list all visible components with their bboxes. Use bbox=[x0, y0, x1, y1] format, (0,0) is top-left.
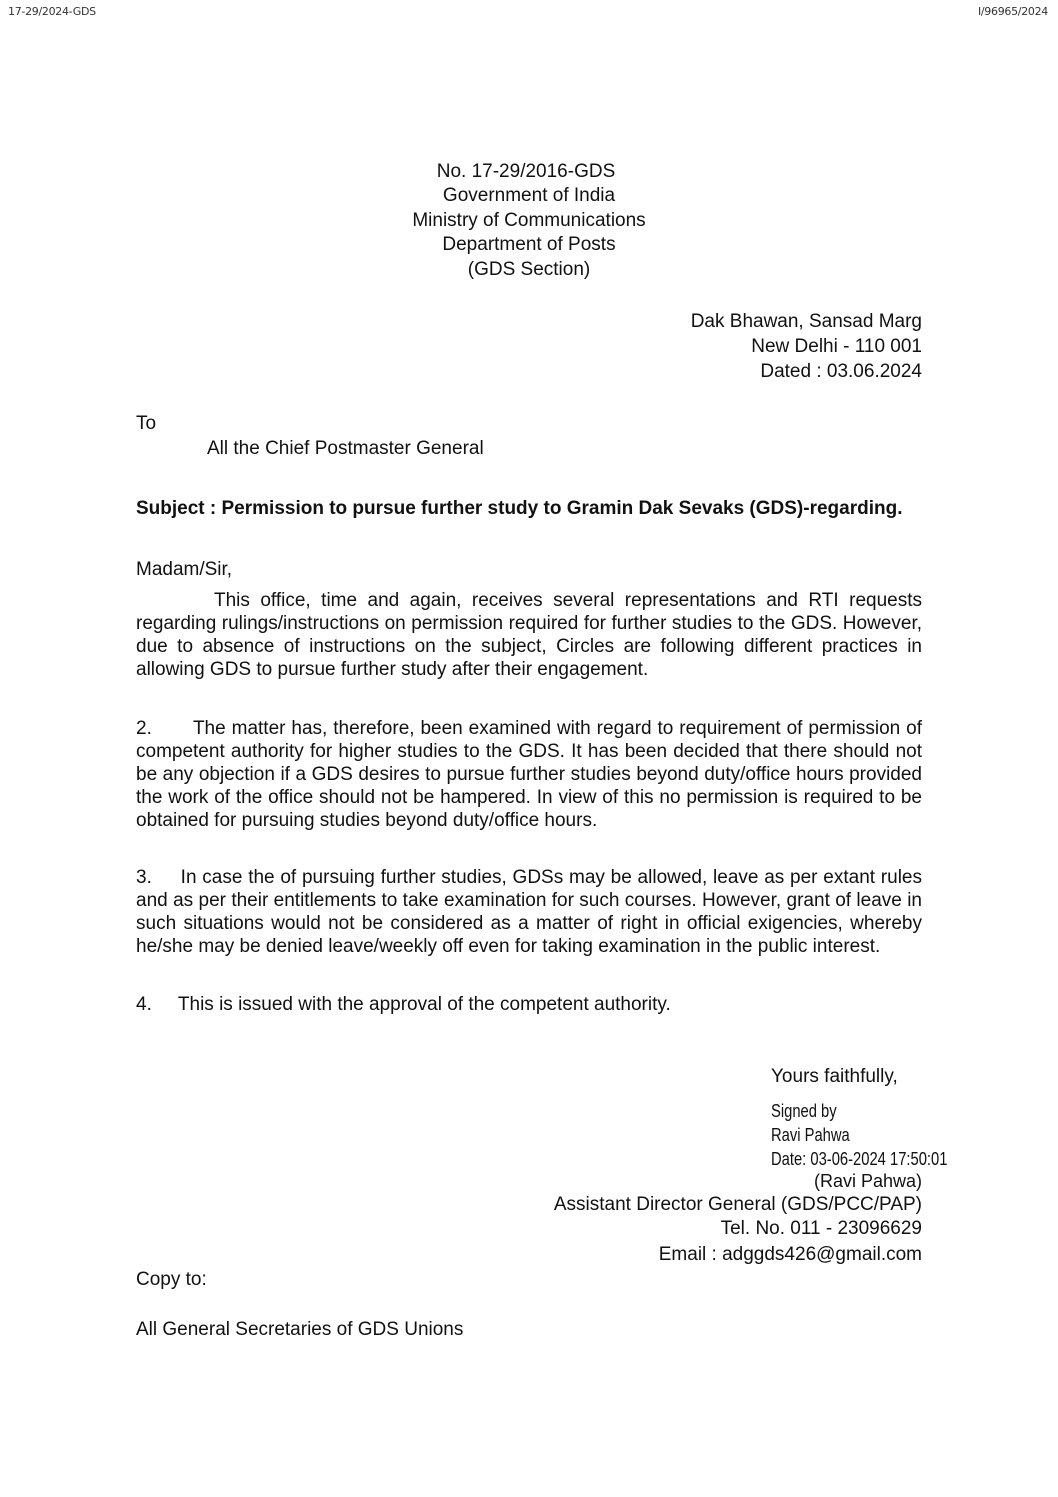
to-label: To bbox=[136, 413, 157, 434]
subject: Subject : Permission to pursue further study to Gramin Dak Sevaks (GDS)-regarding. bbox=[136, 498, 903, 519]
letterhead-line: Department of Posts bbox=[442, 234, 616, 255]
paragraph-1: This office, time and again, receives several representations and RTI requests regarding rulings/instructions on permission required for further studies to the GDS. However, due to absence of instructions on the subject, Circles are following different practices in allowing GDS to pursue further study after their engagement. bbox=[136, 590, 922, 680]
salutation: Madam/Sir, bbox=[136, 559, 233, 580]
file-number-header: 17-29/2024-GDS bbox=[8, 5, 96, 18]
digital-signature-line: Signed by bbox=[771, 1101, 837, 1121]
signatory-designation: Assistant Director General (GDS/PCC/PAP) bbox=[553, 1194, 922, 1215]
receipt-number-header: I/96965/2024 bbox=[977, 5, 1048, 18]
letter-number: No. 17-29/2016-GDS bbox=[436, 161, 616, 182]
paragraph-2: 2. The matter has, therefore, been examined with regard to requirement of permission of competent authority for higher studies to the GDS. It has been decided that there should not be any objection if a GDS desires to pursue further studies beyond duty/office hours provided the work of the office should not be hampered. In view of this no permission is required to be obtained for pursuing studies beyond duty/office hours. bbox=[136, 718, 922, 831]
recipient: All the Chief Postmaster General bbox=[207, 438, 484, 459]
letterhead-line: Government of India bbox=[442, 185, 616, 206]
letterhead-line: Ministry of Communications bbox=[412, 210, 646, 231]
paragraph-3: 3. In case the of pursuing further studies, GDSs may be allowed, leave as per extant rules and as per their entitlements to take examination for such courses. However, grant of leave in such situations would not be considered as a matter of right in official exigencies, whereby he/she may be denied leave/weekly off even for taking examination in the public interest. bbox=[136, 867, 922, 957]
signatory-tel: Tel. No. 011 - 23096629 bbox=[720, 1218, 922, 1239]
address-line: New Delhi - 110 001 bbox=[751, 336, 922, 357]
address-line: Dak Bhawan, Sansad Marg bbox=[690, 311, 922, 332]
signatory-name: (Ravi Pahwa) bbox=[813, 1171, 922, 1191]
signatory-email: Email : adggds426@gmail.com bbox=[658, 1244, 922, 1265]
paragraph-4: 4. This is issued with the approval of the competent authority. bbox=[136, 994, 671, 1015]
closing: Yours faithfully, bbox=[771, 1066, 898, 1087]
digital-signature-date: Date: 03-06-2024 17:50:01 bbox=[771, 1149, 948, 1169]
digital-signature-name: Ravi Pahwa bbox=[771, 1125, 850, 1145]
copy-to-label: Copy to: bbox=[136, 1269, 207, 1290]
letter-date: Dated : 03.06.2024 bbox=[760, 361, 922, 382]
copy-to-recipients: All General Secretaries of GDS Unions bbox=[136, 1319, 464, 1340]
letterhead-line: (GDS Section) bbox=[467, 259, 591, 280]
